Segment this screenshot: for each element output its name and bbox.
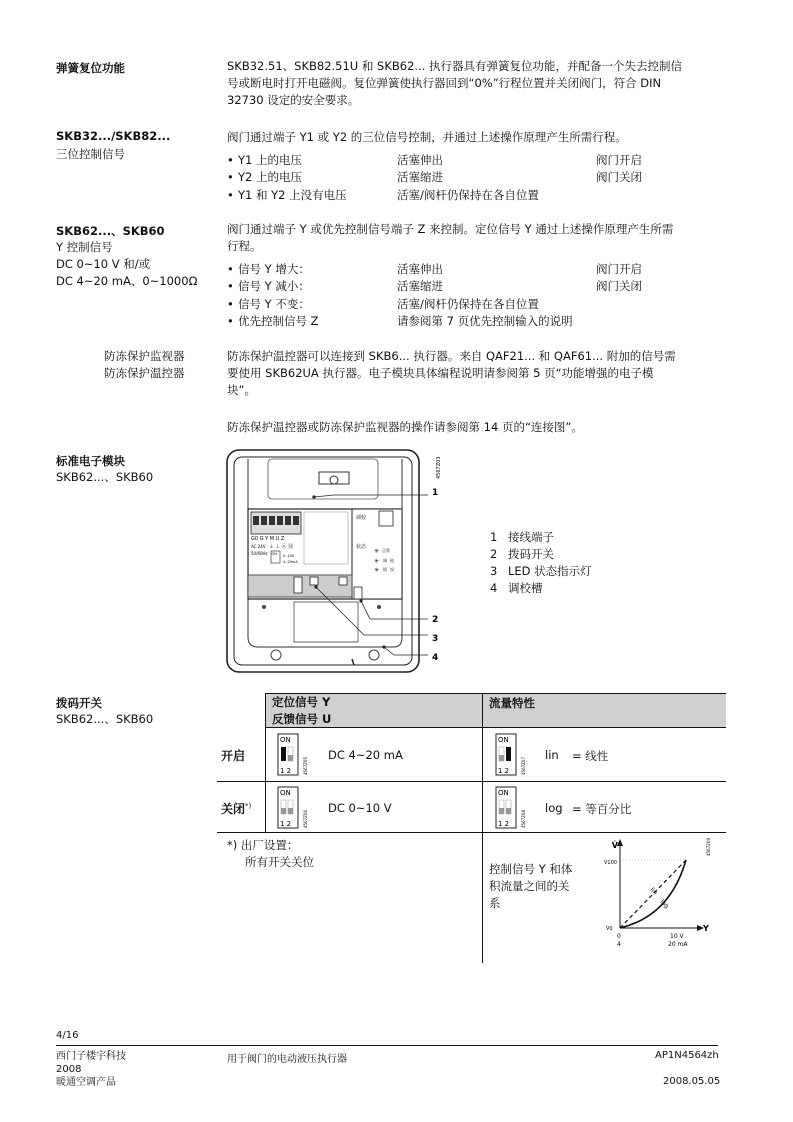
divider <box>265 727 726 728</box>
list-item-action: 活塞缩进 <box>397 170 443 184</box>
callout-4: 4 <box>432 653 439 663</box>
spring-heading: 弹簧复位功能 <box>56 61 125 75</box>
footer-divider <box>56 1045 718 1046</box>
module-heading: 标准电子模块 <box>56 454 125 468</box>
legend-item: 2 拨码开关 <box>490 547 554 561</box>
electronic-module-figure <box>224 447 450 677</box>
legend-item: 4 调校槽 <box>490 581 543 595</box>
board-text-s2: 校 <box>390 558 394 563</box>
board-text-s3: 错 <box>383 567 387 572</box>
footer-date: 2008.05.05 <box>663 1076 721 1087</box>
svg-text:ON: ON <box>498 789 509 797</box>
dip-col2-header: 流量特性 <box>489 696 535 710</box>
page-number: 4/16 <box>56 1030 79 1041</box>
board-text-norm: 正常 <box>382 548 390 553</box>
list-item-action: 活塞伸出 <box>397 262 443 276</box>
y-ctrl-heading: SKB62...、SKB60 <box>56 224 165 238</box>
dip-footnote: *) 出厂设置： 所有开关关位 <box>227 838 314 869</box>
svg-text:1 2: 1 2 <box>498 820 510 828</box>
legend-item: 3 LED 状态指示灯 <box>490 564 592 578</box>
list-item-action: 请参阅第 7 页优先控制输入的说明 <box>397 314 573 328</box>
y-ctrl-sub: Y 控制信号 DC 0~10 V 和/或 DC 4~20 mA、0~1000Ω <box>56 240 198 288</box>
led-icon-3: ✳ <box>374 567 380 574</box>
graph-figure-id: 4567Z09 <box>706 837 711 856</box>
svg-text:1 2: 1 2 <box>280 767 292 775</box>
svg-text:1 2: 1 2 <box>280 820 292 828</box>
y-axis-label: V̇ <box>611 841 618 850</box>
board-switch-on: ON <box>271 552 277 556</box>
divider <box>217 832 726 833</box>
svg-text:1 2: 1 2 <box>498 767 510 775</box>
graph-description: 控制信号 Y 和体 积流量之间的关 系 <box>489 862 573 910</box>
three-pos-intro: 阀门通过端子 Y1 或 Y2 的三位信号控制，并通过上述操作原理产生所需行程。 <box>227 130 627 144</box>
list-item-action: 活塞/阀杆仍保持在各自位置 <box>397 188 539 202</box>
dip-switch-on-flow <box>495 733 531 777</box>
x-tick-end-1: 10 V <box>670 933 684 940</box>
dip-row-on-text2a: lin <box>545 748 559 762</box>
footer-company: 西门子楼宇科技 2008 暖通空调产品 <box>56 1051 126 1088</box>
svg-text:ON: ON <box>498 736 509 744</box>
divider <box>265 693 266 832</box>
callout-1: 1 <box>432 488 439 498</box>
module-legend <box>490 529 592 597</box>
dip-row-on-label: 开启 <box>221 749 246 763</box>
divider <box>482 693 483 963</box>
list-item: • 优先控制信号 Z <box>238 313 319 330</box>
footer-title: 用于阀门的电动液压执行器 <box>227 1054 347 1065</box>
svg-text:4567Z06: 4567Z06 <box>303 809 308 828</box>
dip-heading: 拨码开关 <box>56 696 102 710</box>
svg-text:4567Z05: 4567Z05 <box>303 756 308 775</box>
dip-row-on-text2b: = 线性 <box>572 749 609 763</box>
three-pos-heading: SKB32.../SKB82... <box>56 129 171 143</box>
list-item: • 信号 Y 减小： <box>238 278 310 295</box>
spring-text: SKB32.51、SKB82.51U 和 SKB62... 执行器具有弹簧复位功能，并配备一个失去控制信 号或断电时打开电磁阀。复位弹簧使执行器回到“0%”行程位置并关闭阀门，符合 DIN 32730 设定的安全要求。 <box>227 59 683 107</box>
footer-doc-id: AP1N4564zh <box>655 1050 719 1061</box>
board-text-calib: 调校 <box>356 515 367 521</box>
board-text-status: 状态 <box>356 544 367 550</box>
module-sub: SKB62...、SKB60 <box>56 470 154 484</box>
legend-item: 1 接线端子 <box>490 530 554 544</box>
dip-row-on-text1: DC 4~20 mA <box>328 748 403 762</box>
board-text-s4: 误 <box>390 567 394 572</box>
y-tick-bottom: V̇0 <box>606 926 613 932</box>
list-item-result: 阀门关闭 <box>596 170 642 184</box>
board-text-dc: 0..10V <box>283 554 295 558</box>
x-axis-label: Y <box>703 924 709 933</box>
frost-labels: 防冻保护监视器 防冻保护温控器 <box>104 349 185 380</box>
three-pos-subheading: 三位控制信号 <box>56 147 125 161</box>
divider <box>265 693 726 694</box>
x-tick-end-2: 20 mA <box>668 941 688 948</box>
svg-text:4567Z07: 4567Z07 <box>521 756 526 775</box>
log-label: log <box>658 898 671 910</box>
x-tick-start-2: 4 <box>617 941 621 948</box>
dip-row-off-text2b: = 等百分比 <box>572 802 632 816</box>
board-text-icons: ⏚ ⊥ ⓤ 🄼 <box>269 544 294 550</box>
dip-sub: SKB62...、SKB60 <box>56 712 154 726</box>
list-item: • 信号 Y 不变： <box>238 296 310 313</box>
board-text-ma: 4..20mA <box>283 560 298 564</box>
led-icon-1: ✳ <box>374 548 380 555</box>
lin-label: lin <box>648 886 659 897</box>
frost-text2: 防冻保护温控器或防冻保护监视器的操作请参阅第 14 页的“连接图”。 <box>227 420 583 434</box>
list-item: • Y2 上的电压 <box>238 169 302 186</box>
figure-id: 4567Z03 <box>436 456 442 479</box>
list-item-action: 活塞缩进 <box>397 279 443 293</box>
callout-2: 2 <box>432 615 439 625</box>
svg-text:ON: ON <box>280 789 291 797</box>
board-text-ac: AC 24V <box>251 544 266 549</box>
dip-row-off-text1: DC 0~10 V <box>328 801 392 815</box>
list-item-result: 阀门开启 <box>596 262 642 276</box>
list-item: • Y1 和 Y2 上没有电压 <box>238 187 347 204</box>
terminal-labels: G0 G Y M U Z <box>251 536 285 542</box>
led-icon-2: ✳ <box>374 558 380 565</box>
dip-switch-off-y <box>277 786 313 830</box>
frost-text: 防冻保护温控器可以连接到 SKB6... 执行器。来自 QAF21... 和 QAF61... 附加的信号需 要使用 SKB62UA 执行器。电子模块具体编程说明请参阅第 5 页“功能增强的电子模 块”。 <box>227 349 676 397</box>
y-ctrl-intro: 阀门通过端子 Y 或优先控制信号端子 Z 来控制。定位信号 Y 通过上述操作原理产生所需 行程。 <box>227 222 674 253</box>
svg-text:4567Z08: 4567Z08 <box>521 809 526 828</box>
dip-row-off-text2a: log <box>545 801 563 815</box>
board-text-s1: 调 <box>383 558 387 563</box>
callout-3: 3 <box>432 634 439 644</box>
dip-switch-on-y <box>277 733 313 777</box>
list-item-result: 阀门关闭 <box>596 279 642 293</box>
svg-text:ON: ON <box>280 736 291 744</box>
divider <box>217 781 726 782</box>
list-item-action: 活塞/阀杆仍保持在各自位置 <box>397 297 539 311</box>
dip-col1-header: 定位信号 Y 反馈信号 U <box>272 695 332 726</box>
dip-row-off-label: 关闭*) <box>221 802 252 816</box>
list-item-action: 活塞伸出 <box>397 153 443 167</box>
dip-switch-off-flow <box>495 786 531 830</box>
board-text-hz: 50/60Hz <box>251 551 268 556</box>
list-item-result: 阀门开启 <box>596 153 642 167</box>
x-tick-start-1: 0 <box>617 933 621 940</box>
flow-characteristic-chart <box>600 836 720 952</box>
y-tick-top: V̇100 <box>604 860 617 866</box>
list-item: • Y1 上的电压 <box>238 152 302 169</box>
list-item: • 信号 Y 增大： <box>238 261 310 278</box>
